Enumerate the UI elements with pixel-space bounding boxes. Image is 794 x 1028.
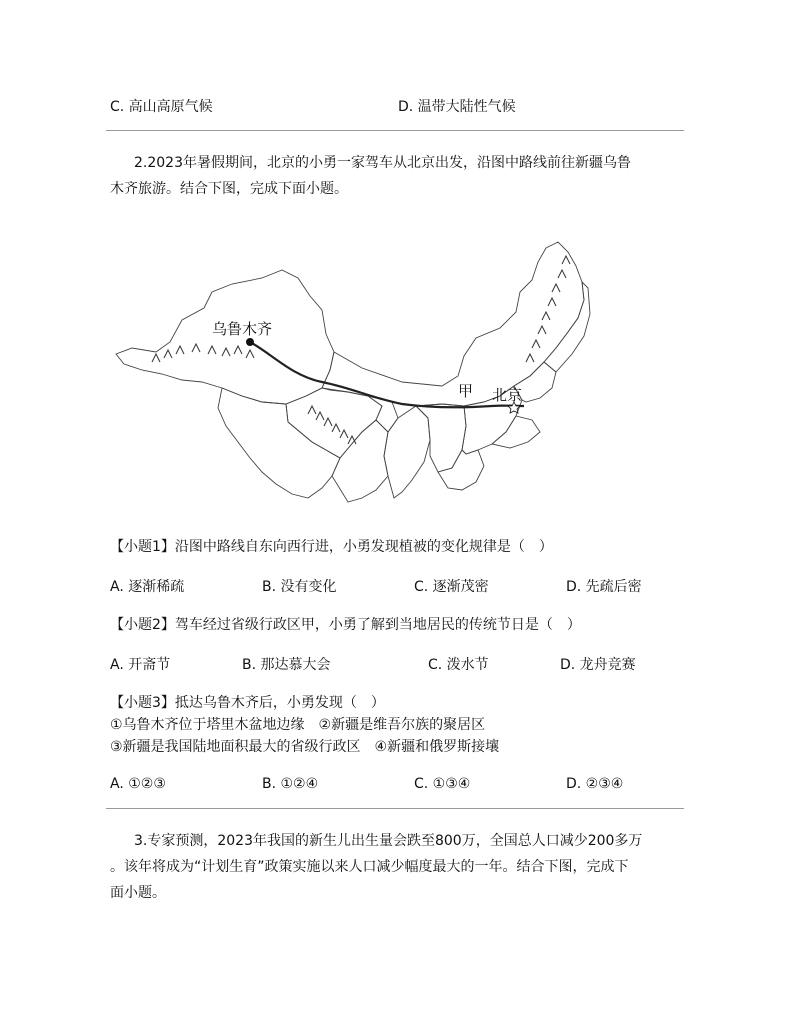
- mountain-icon: [234, 346, 242, 354]
- mountain-icon: [548, 298, 556, 306]
- q2-intro-line1: 2.2023年暑假期间，北京的小勇一家驾车从北京出发，沿图中路线前往新疆乌鲁: [134, 155, 631, 171]
- q3-line3: 面小题。: [110, 885, 166, 901]
- q2-intro-line2: 木齐旅游。结合下图，完成下面小题。: [110, 181, 348, 197]
- outline-jilin-heilongjiang: [544, 282, 590, 372]
- q2-sub1-option-c[interactable]: C. 逐渐茂密: [414, 579, 489, 595]
- mountain-icon: [526, 354, 534, 362]
- mountain-icon: [308, 406, 316, 414]
- mountain-icon: [562, 256, 570, 264]
- outline-inner-mongolia: [322, 242, 584, 406]
- q2-sub1-option-a[interactable]: A. 逐渐稀疏: [110, 579, 185, 595]
- route-map: [112, 236, 592, 510]
- mountain-icon: [164, 350, 172, 358]
- q3-line1: 3.专家预测，2023年我国的新生儿出生量会跌至800万，全国总人口减少200多万: [134, 833, 643, 849]
- mountain-icon: [246, 350, 254, 358]
- mountain-icon: [316, 412, 324, 420]
- q2-sub2-option-b[interactable]: B. 那达慕大会: [242, 657, 331, 673]
- prev-option-d[interactable]: D. 温带大陆性气候: [398, 99, 516, 115]
- map-label-jia: 甲: [458, 382, 474, 400]
- q2-sub3-option-b[interactable]: B. ①②④: [262, 776, 319, 792]
- mountain-icon: [208, 346, 216, 354]
- mountain-icon: [192, 344, 200, 352]
- q2-sub3-option-c[interactable]: C. ①③④: [414, 776, 471, 792]
- urumqi-point: [246, 338, 254, 346]
- q2-sub3-stem: 【小题3】抵达乌鲁木齐后，小勇发现（ ）: [110, 695, 385, 711]
- travel-route: [250, 342, 524, 407]
- mountain-symbols: [152, 256, 570, 444]
- divider-top: [106, 130, 684, 131]
- mountain-icon: [176, 346, 184, 354]
- q2-sub2-option-d[interactable]: D. 龙舟竞赛: [560, 657, 636, 673]
- outline-qinghai: [218, 388, 340, 498]
- q2-sub1-option-b[interactable]: B. 没有变化: [262, 579, 337, 595]
- mountain-icon: [538, 326, 546, 334]
- mountain-icon: [222, 348, 230, 356]
- q2-sub3-option-a[interactable]: A. ①②③: [110, 776, 166, 792]
- outline-shaanxi: [384, 406, 430, 498]
- q2-sub3-statements-line1: ①乌鲁木齐位于塔里木盆地边缘 ②新疆是维吾尔族的聚居区: [110, 717, 486, 733]
- q3-line2: 。该年将成为“计划生育”政策实施以来人口减少幅度最大的一年。结合下图，完成下: [110, 859, 629, 875]
- mountain-icon: [542, 312, 550, 320]
- outline-henan: [438, 450, 484, 490]
- map-label-beijing: 北京: [492, 386, 523, 404]
- outline-shanxi: [416, 404, 466, 472]
- q2-sub2-option-c[interactable]: C. 泼水节: [428, 657, 489, 673]
- q2-sub3-statements-line2: ③新疆是我国陆地面积最大的省级行政区 ④新疆和俄罗斯接壤: [110, 739, 500, 755]
- mountain-icon: [324, 418, 332, 426]
- q2-sub1-option-d[interactable]: D. 先疏后密: [566, 579, 642, 595]
- outline-shandong: [492, 416, 540, 448]
- prev-option-c[interactable]: C. 高山高原气候: [110, 99, 213, 115]
- mountain-icon: [340, 430, 348, 438]
- mountain-icon: [532, 340, 540, 348]
- mountain-icon: [552, 284, 560, 292]
- outline-gansu-ningxia: [286, 388, 382, 458]
- mountain-icon: [558, 270, 566, 278]
- q2-sub2-stem: 【小题2】驾车经过省级行政区甲，小勇了解到当地居民的传统节日是（ ）: [110, 617, 581, 633]
- outline-sichuan-edge: [332, 420, 388, 502]
- divider-bottom: [106, 808, 684, 809]
- mountain-icon: [152, 354, 160, 362]
- q2-sub2-option-a[interactable]: A. 开斋节: [110, 657, 171, 673]
- map-label-urumqi: 乌鲁木齐: [212, 320, 273, 338]
- q2-sub1-stem: 【小题1】沿图中路线自东向西行进，小勇发现植被的变化规律是（ ）: [110, 539, 553, 555]
- q2-sub3-option-d[interactable]: D. ②③④: [566, 776, 624, 792]
- mountain-icon: [332, 424, 340, 432]
- route-map-svg: [112, 236, 592, 510]
- map-province-borders: [116, 242, 590, 502]
